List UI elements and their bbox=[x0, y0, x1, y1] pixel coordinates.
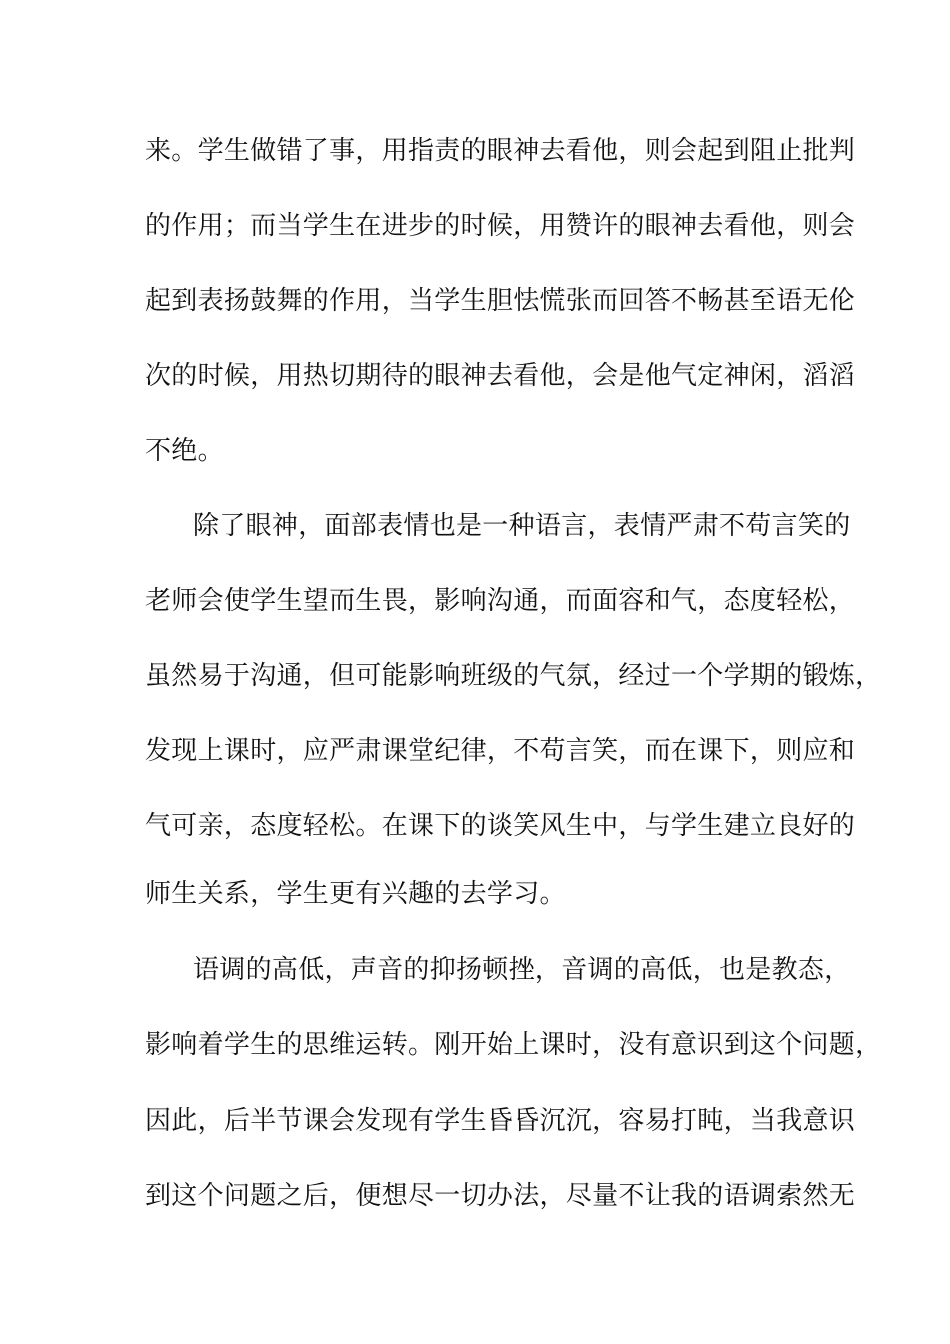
paragraph-1-line-2: 的作用；而当学生在进步的时候，用赞许的眼神去看他，则会 bbox=[145, 211, 856, 241]
paragraph-1-line-3: 起到表扬鼓舞的作用，当学生胆怯慌张而回答不畅甚至语无伦 bbox=[145, 286, 856, 316]
paragraph-3-line-2: 影响着学生的思维运转。刚开始上课时，没有意识到这个问题， bbox=[145, 1030, 882, 1060]
paragraph-2-line-3: 虽然易于沟通，但可能影响班级的气氛，经过一个学期的锻炼， bbox=[145, 661, 882, 691]
paragraph-2-line-1: 除了眼神，面部表情也是一种语言，表情严肃不苟言笑的 bbox=[193, 511, 851, 541]
paragraph-3-line-4: 到这个问题之后，便想尽一切办法，尽量不让我的语调索然无 bbox=[145, 1181, 856, 1211]
paragraph-2-line-5: 气可亲，态度轻松。在课下的谈笑风生中，与学生建立良好的 bbox=[145, 811, 856, 841]
paragraph-2-line-6: 师生关系，学生更有兴趣的去学习。 bbox=[145, 879, 566, 909]
paragraph-2-line-2: 老师会使学生望而生畏，影响沟通，而面容和气，态度轻松， bbox=[145, 586, 856, 616]
paragraph-1-line-5: 不绝。 bbox=[145, 436, 224, 466]
paragraph-2-line-4: 发现上课时，应严肃课堂纪律，不苟言笑，而在课下，则应和 bbox=[145, 736, 856, 766]
paragraph-3-line-3: 因此，后半节课会发现有学生昏昏沉沉，容易打盹，当我意识 bbox=[145, 1106, 856, 1136]
paragraph-1-line-1: 来。学生做错了事，用指责的眼神去看他，则会起到阻止批判 bbox=[145, 136, 856, 166]
paragraph-3-line-1: 语调的高低，声音的抑扬顿挫，音调的高低，也是教态， bbox=[193, 955, 851, 985]
paragraph-1-line-4: 次的时候，用热切期待的眼神去看他，会是他气定神闲，滔滔 bbox=[145, 361, 856, 391]
